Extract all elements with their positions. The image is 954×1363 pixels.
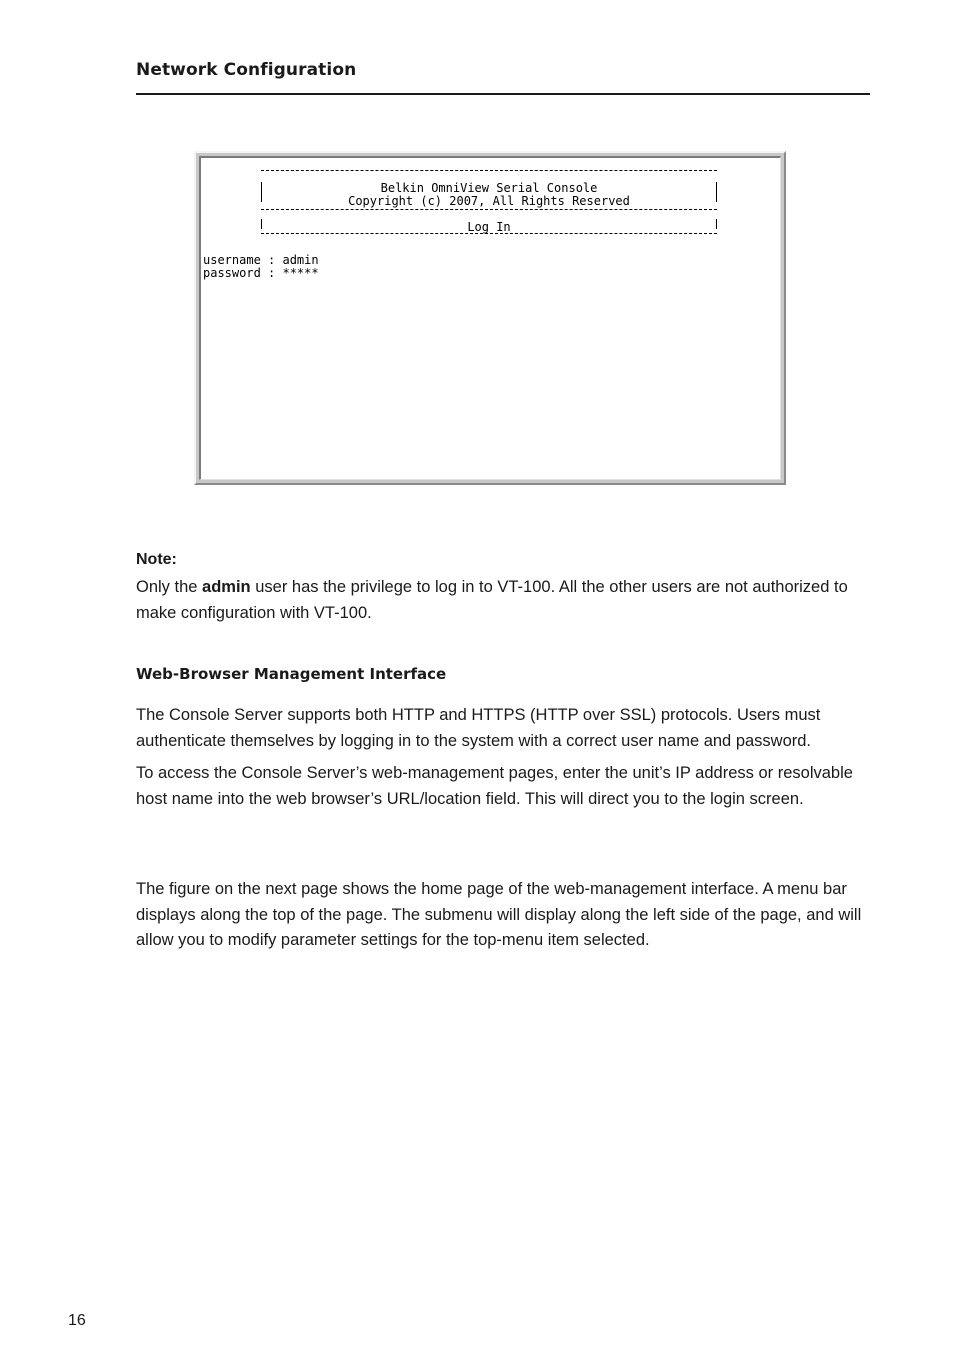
page-header-title: Network Configuration	[136, 60, 357, 80]
paragraph-protocols: The Console Server supports both HTTP and HTTPS (HTTP over SSL) protocols. Users must authenticate themselves by logging in to the system with a correct user name and password.	[136, 706, 821, 750]
paragraph-home-page: The figure on the next page shows the home page of the web-management interface. A menu bar displays along the top of the page. The submenu will display along the left side of the page, and will allow you to modify parameter settings for the top-menu item selected.	[136, 880, 862, 949]
banner-login-title: Log In	[467, 220, 511, 234]
page-number: 16	[68, 1312, 86, 1329]
banner-top-border	[261, 170, 717, 171]
banner-product-name: Belkin OmniView Serial Console	[380, 181, 598, 195]
paragraph-access: To access the Console Server’s web-management pages, enter the unit’s IP address or resolvable host name into the web browser’s URL/location field. This will direct you to the login screen.	[136, 764, 853, 808]
terminal-screenshot	[194, 151, 786, 485]
banner-copyright: Copyright (c) 2007, All Rights Reserved	[348, 194, 630, 208]
note-text-end: user has the privilege to log in to VT-100. All the other users are not authorized to make configuration with VT-100.	[136, 578, 848, 622]
banner-middle-border	[261, 209, 717, 210]
note-text	[136, 575, 876, 626]
login-banner	[261, 166, 717, 234]
terminal-screen	[199, 156, 781, 480]
header-divider	[136, 93, 870, 95]
terminal-username-line: username : admin	[203, 253, 319, 267]
section-heading: Web-Browser Management Interface	[136, 665, 447, 683]
note-text-start: Only the	[136, 578, 203, 596]
note-label: Note:	[136, 551, 177, 568]
note-text-bold: admin	[202, 578, 251, 596]
terminal-password-line: password : *****	[203, 266, 319, 280]
